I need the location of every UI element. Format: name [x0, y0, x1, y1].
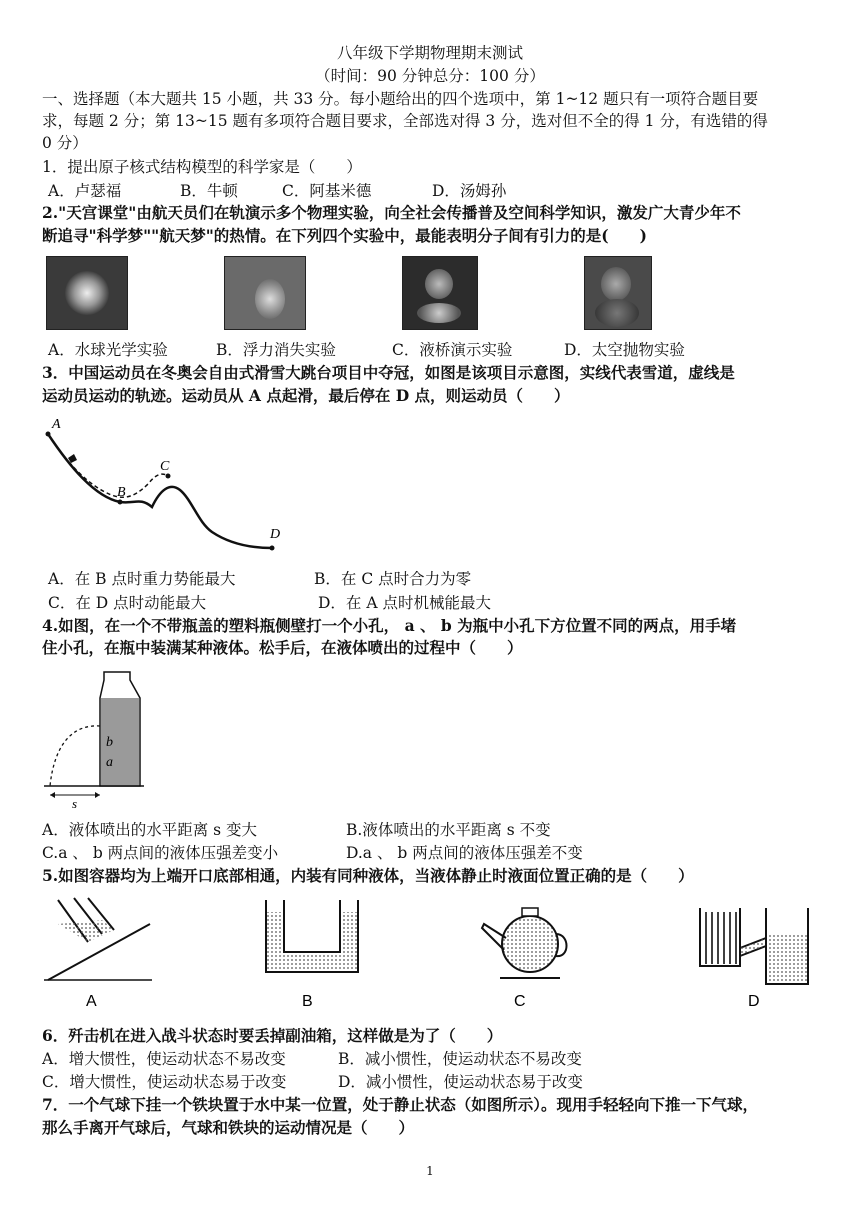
q3-option-d: D．在 A 点时机械能最大 — [318, 594, 491, 612]
section-instructions-line1: 一、选择题（本大题共 15 小题，共 33 分。每小题给出的四个选项中，第 1~12 题只有一项符合题目要 — [42, 90, 759, 108]
q2-option-a: A．水球光学实验 — [48, 341, 168, 359]
page-number: 1 — [426, 1164, 434, 1178]
q3-option-b: B．在 C 点时合力为零 — [314, 570, 472, 588]
q4-label-b: b — [106, 735, 113, 750]
q6-stem: 6．歼击机在进入战斗状态时要丢掉副油箱，这样做是为了（ ） — [42, 1026, 503, 1045]
q5-container-c — [478, 894, 570, 1014]
q3-label-a: A — [52, 417, 61, 432]
q3-label-b: B — [117, 485, 126, 500]
q2-option-c: C．液桥演示实验 — [392, 341, 513, 359]
q3-option-c: C．在 D 点时动能最大 — [48, 594, 207, 612]
q3-athlete-trajectory — [48, 434, 168, 497]
q1-stem: 1．提出原子核式结构模型的科学家是（ ） — [42, 158, 362, 176]
q5-container-b — [262, 894, 364, 1014]
q6-option-a: A．增大惯性，使运动状态不易改变 — [42, 1050, 286, 1068]
q2-photo-space-throw — [584, 256, 652, 330]
q7-stem-line1: 7．一个气球下挂一个铁块置于水中某一位置，处于静止状态（如图所示）。现用手轻轻向下推一下气球， — [42, 1095, 759, 1114]
q7-stem-line2: 那么手离开气球后，气球和铁块的运动情况是（ ） — [42, 1118, 415, 1137]
q4-option-a: A．液体喷出的水平距离 s 变大 — [42, 821, 258, 839]
q3-stem-line2: 运动员运动的轨迹。运动员从 A 点起滑，最后停在 D 点，则运动员（ ） — [42, 386, 570, 405]
q2-photo-liquid-bridge — [402, 256, 478, 330]
q2-stem-line2: 断追寻"科学梦""航天梦"的热情。在下列四个实验中，最能表明分子间有引力的是( ) — [42, 226, 647, 245]
q4-option-d: D.a 、 b 两点间的液体压强差不变 — [346, 844, 583, 862]
page-subtitle: （时间：90 分钟总分：100 分） — [315, 67, 545, 85]
q2-option-d: D．太空抛物实验 — [564, 341, 685, 359]
q4-option-c: C.a 、 b 两点间的液体压强差变小 — [42, 844, 279, 862]
q2-option-b: B．浮力消失实验 — [216, 341, 336, 359]
q5-label-c: C — [514, 993, 526, 1010]
q4-stem-line2: 住小孔，在瓶中装满某种液体。松手后，在液体喷出的过程中（ ） — [42, 638, 523, 657]
q5-label-d: D — [748, 993, 760, 1010]
q4-stem-line1: 4.如图，在一个不带瓶盖的塑料瓶侧壁打一个小孔， a 、 b 为瓶中小孔下方位置不同的两点，用手堵 — [42, 616, 737, 635]
q1-option-b: B．牛顿 — [180, 182, 238, 200]
section-instructions-line3: 0 分） — [42, 134, 88, 152]
q3-point-d — [270, 546, 275, 551]
q4-bottle-diagram — [40, 668, 150, 811]
q1-option-d: D．汤姆孙 — [432, 182, 507, 200]
q4-option-b: B.液体喷出的水平距离 s 不变 — [346, 821, 551, 839]
q3-point-b — [118, 500, 123, 505]
q5-stem: 5.如图容器均为上端开口底部相通，内装有同种液体，当液体静止时液面位置正确的是（ ） — [42, 866, 694, 885]
q3-snow-track — [48, 434, 272, 548]
q4-liquid-jet — [50, 726, 100, 786]
q3-stem-line1: 3．中国运动员在冬奥会自由式滑雪大跳台项目中夺冠，如图是该项目示意图，实线代表雪道，虚线是 — [42, 363, 735, 382]
q5-container-d — [696, 894, 814, 1014]
q4-label-s: s — [72, 796, 78, 811]
q1-option-a: A．卢瑟福 — [48, 182, 122, 200]
q3-label-d: D — [270, 527, 281, 542]
q6-option-c: C．增大惯性，使运动状态易于改变 — [42, 1073, 287, 1091]
q6-option-b: B．减小惯性，使运动状态不易改变 — [338, 1050, 582, 1068]
page-title: 八年级下学期物理期末测试 — [336, 44, 523, 62]
q4-label-a: a — [106, 755, 113, 770]
section-instructions-line2: 求，每题 2 分；第 13~15 题有多项符合题目要求，全部选对得 3 分，选对但不全的得 1 分，有选错的得 — [42, 112, 768, 130]
q2-stem-line1: 2."天宫课堂"由航天员们在轨演示多个物理实验，向全社会传播普及空间科学知识，激发广大青少年不 — [42, 203, 741, 222]
q3-point-a — [46, 432, 51, 437]
q3-option-a: A．在 B 点时重力势能最大 — [48, 570, 236, 588]
q5-label-a: A — [86, 993, 97, 1010]
q5-container-a — [44, 894, 154, 1014]
q6-option-d: D．减小惯性，使运动状态易于改变 — [338, 1073, 583, 1091]
q2-photo-water-ball — [46, 256, 128, 330]
q2-photo-buoyancy — [224, 256, 306, 330]
q3-point-c — [166, 474, 171, 479]
q5-label-b: B — [302, 993, 313, 1010]
q1-option-c: C．阿基米德 — [282, 182, 372, 200]
q3-label-c: C — [160, 459, 170, 474]
q3-ski-track-diagram — [40, 412, 290, 557]
